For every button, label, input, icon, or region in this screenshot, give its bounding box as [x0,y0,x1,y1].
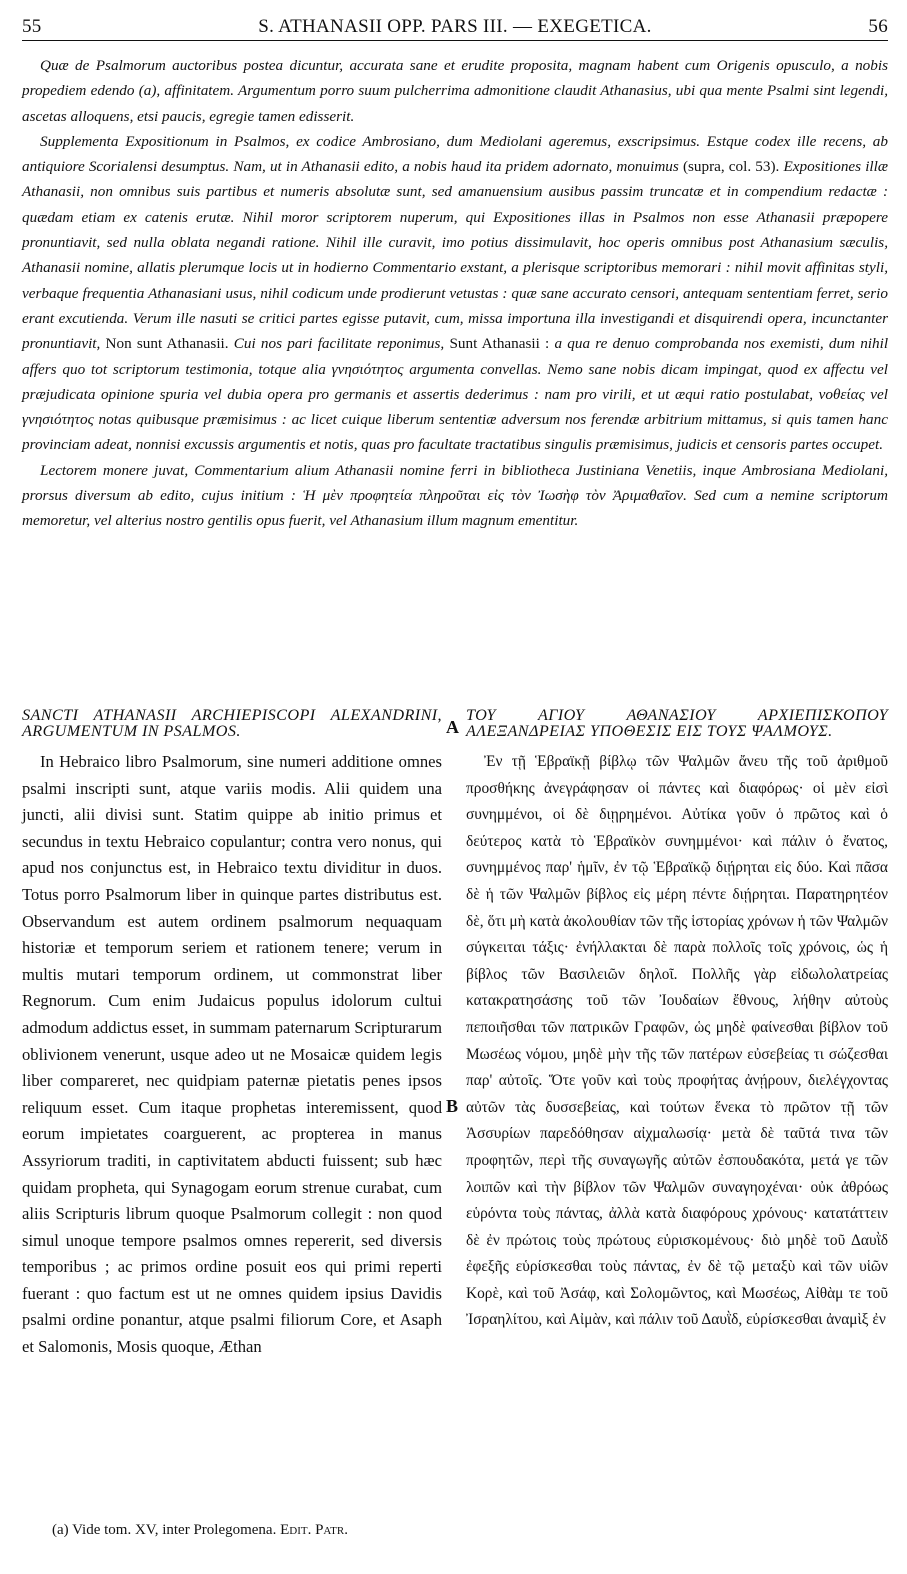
intro-paragraph-1: Quæ de Psalmorum auctoribus postea dicuntur, accurata sane et erudite proposita, magnam habent cum Origenis opusculo, a nobis propediem edendo (a), affinitatem. Argumentum porro suum pulcherrima admonitione claudit Athanasius, ubi qua mente Psalmi sint legendi, ascetas alloquens, etsi paucis, egregie tamen edisserit. [22,57,888,125]
footnote-editor: Edit. Patr. [280,1522,348,1538]
margin-letter-b: B [446,1096,459,1116]
intro-p2-part-e: Cui nos pari facilitate reponimus, [233,335,445,353]
intro-p2-part-c: Expositiones illæ Athanasii, non omnibus suis partibus et numeris absolutæ sunt, sed amanuensium ausibus passim truncatæ et in compendium redactæ : quædam etiam ex catenis erutæ. Nihil moror scriptorem nuperum, qui Expositiones illas in Psalmos non esse Athanasii præpopere pronuntiavit, sed nulla oblata negandi ratione. Nihil ille curavit, imo potius dissimulavit, hoc operis omnibus post Athanasium sæculis, Athanasii nomine, allatis plerumque locis ut in hodierno Commentario exstant, a plerisque scriptoribus memorari : nihil movit affinitas styli, verbaque frequentia Athanasiani usus, nihil codicum unde prodierunt vetustas : quæ sane accurato censori, antequam sententiam ferret, serio erant excutienda. Verum ille nasuti se critici partes egisse putavit, cum, missa importuna illa investigandi et disquirendi opera, incunctanter pronuntiavit, [22,158,888,353]
page [22,10,889,1538]
latin-text-body: In Hebraico libro Psalmorum, sine numeri additione omnes psalmi inscripti sunt, atque variis modis. Alii quidem una juncti, alii divisi sunt. Statim quippe ab initio primus et secundus in textu Hebraico copulantur; contra vero nonus, qui apud nos conjunctus est, in Hebraico textu dividitur in duos. Totus porro Psalmorum liber in quinque partes distributus est. Observandum est autem ordinem psalmorum nequaquam historiæ et temporum seriem et rationem tenere; verum in multis mutari temporum ordinem, ut commonstrat liber Regnorum. Cum enim Judaicus populus idolorum cultui admodum addictus esset, in summam paternarum Scripturarum oblivionem venerunt, usque adeo ut ne Mosaicæ quidem legis liber compareret, nec quidpiam paternæ pietatis penes ipsos reliquum esset. Cum itaque prophetas interemissent, quod eorum impietates coarguerent, ac propterea in manus Assyriorum traditi, in captivitatem abducti fuissent; sub hæc quidam propheta, qui Synagogam eorum strenue curabat, cum aliis Scripturis librum quoque Psalmorum collegit : non quod simul unoque tempore psalmos omnes repererit, sed diversis temporibus ; ac primos ordine posuit eos qui primi reperti fuerant : quo factum est ut ne omnes quidem ipsius Davidis psalmi ordine ponantur, atque psalmi filiorum Core, et Asaph et Salomonis, Mosis quoque, Æthan [22,752,442,1357]
running-title: S. ATHANASII OPP. PARS III. — EXEGETICA. [258,16,652,37]
margin-letter-a: A [446,717,459,737]
latin-column-title: SANCTI ATHANASII ARCHIEPISCOPI ALEXANDRINI, ARGUMENTUM IN PSALMOS. [22,706,442,740]
parallel-columns [22,708,888,1508]
footnote [52,1522,348,1539]
running-header [22,10,888,41]
latin-column [22,708,442,1361]
intro-paragraph-2 [22,129,888,458]
intro-p2-part-g: a qua re denuo comprobanda nos exemisti, dum nihil affers quo tot scriptorum testimonia, totque alia γνησιότητος argumenta convellas. Nemo sane nobis dicam impingat, quod ex affectu vel præjudicata opinione spuria vel dubia opera pro germanis et assertis dederimus : nam pro virili, et ut æqui ratio postulabat, νοθείας vel γνησιότητος notas quibusque præmisimus : ac licet cuique liberum sententiæ adversum nos ferendæ arbitrium mittamus, si quis tamen hanc provinciam adeat, nonnisi excussis argumentis et notis, quas pro facultate tractatibus singulis præmisimus, judicis et censoris partes occupet. [22,335,889,454]
greek-column [466,708,888,1334]
right-page-number: 56 [868,16,888,37]
greek-text-body: Ἐν τῇ Ἑβραϊκῇ βίβλῳ τῶν Ψαλμῶν ἄνευ τῆς τοῦ ἀριθμοῦ προσθήκης ἀνεγράφησαν οἱ πάντες καὶ διαφόρως· οἱ μὲν εἰσὶ συνημμένοι, οἱ δὲ διῃρημένοι. Αὐτίκα γοῦν ὁ πρῶτος καὶ ὁ δεύτερος κατὰ τὸ Ἑβραϊκὸν συνημμένοι· καὶ πάλιν ὁ ἔνατος, συνημμένος παρ' ἡμῖν, ἐν τῷ Ἑβραϊκῷ διῄρηται εἰς δύο. Καὶ πᾶσα δὲ ἡ τῶν Ψαλμῶν βίβλος εἰς μέρη πέντε διῄρηται. Παρατηρητέον δὲ, ὅτι μὴ κατὰ ἀκολουθίαν τῶν τῆς ἱστορίας χρόνων ἡ τῶν Ψαλμῶν σύγκειται τάξις· ἐνήλλακται δὲ παρὰ πολλοῖς τοῖς χρόνοις, ὡς ἡ βίβλος τῶν Βασιλειῶν δηλοῖ. Πολλῆς γὰρ εἰδωλολατρείας κατακρατησάσης τοῦ τῶν Ἰουδαίων ἔθνους, λήθην αὐτοὺς πεποιῆσθαι τῶν πατρικῶν Γραφῶν, ὡς μηδὲ φαίνεσθαι βίβλον τοῦ Μωσέως νόμου, μηδὲ μὴν τῆς τῶν πατέρων εὐσεβείας τι σώζεσθαι παρ' αὐτοῖς. Ὅτε γοῦν καὶ τοὺς προφήτας ἀνῄρουν, διελέγχοντας αὐτῶν τὰς δυσσεβείας, καὶ τούτων ἕνεκα τὸ πρῶτον τῇ τῶν Ἀσσυρίων παρεδόθησαν αἰχμαλωσίᾳ· μετὰ δὲ ταῦτά τινα τῶν προφητῶν, περὶ τῆς συναγωγῆς αὐτῶν ἐσπουδακότα, μετά γε τῶν λοιπῶν καὶ τὴν βίβλον τῶν Ψαλμῶν συναγηοχέναι· οὐκ ἀθρόως εὑρόντα τοὺς πάντας, ἀλλὰ κατὰ διαφόρους χρόνους· κατατάττειν δὲ ἐν πρώτοις τοὺς πρώτους εὑρισκομένους· διὸ μηδὲ τοῦ Δαυῒδ ἐφεξῆς εὑρίσκεσθαι τοὺς πάντας, ἐν δὲ τῷ μεταξὺ καὶ τῶν υἱῶν Κορὲ, καὶ τοῦ Ἀσάφ, καὶ Σολομῶντος, καὶ Μωσέως, Αἰθὰμ τε τοῦ Ἰσραηλίτου, καὶ Αἰμὰν, καὶ πάλιν τοῦ Δαυῒδ, εὑρίσκεσθαι ἀναμὶξ ἐν [466,753,888,1329]
left-page-number: 55 [22,16,42,37]
intro-p2-part-a: Supplementa Expositionum in Psalmos, ex codice Ambrosiano, dum Mediolani ageremus, exscripsimus. Estque codex ille recens, ab antiquiore Scorialensi desumptus. Nam, ut in Athanasii edito, a nobis haud ita pridem adornato, monuimus [22,132,888,176]
intro-p2-citation: (supra, col. 53). [682,158,780,176]
intro-p2-quote-non-sunt: Non sunt Athanasii. [105,335,229,353]
intro-p2-quote-sunt: Sunt Athanasii : [449,335,550,353]
footnote-text: (a) Vide tom. XV, inter Prolegomena. [52,1522,277,1538]
introductory-note [22,53,888,534]
latin-column-text [22,749,442,1361]
greek-column-text [466,749,888,1334]
greek-column-title: ΤΟΥ ΑΓΙΟΥ ΑΘΑΝΑΣΙΟΥ ΑΡΧΙΕΠΙΣΚΟΠΟΥ ΑΛΕΞΑΝΔΡΕΙΑΣ ΥΠΟΘΕΣΙΣ ΕΙΣ ΤΟΥΣ ΨΑΛΜΟΥΣ. [466,706,888,740]
intro-paragraph-3: Lectorem monere juvat, Commentarium alium Athanasii nomine ferri in bibliotheca Justiniana Venetiis, inque Ambrosiana Mediolani, prorsus diversum ab edito, cujus initium : Ἡ μὲν προφητεία πληροῦται εἰς τὸν Ἰωσὴφ τὸν Ἀριμαθαῖον. Sed cum a nemine scriptorum memoretur, vel alterius nostro gentilis opus fuerit, vel Athanasium illum magnum ementitur. [22,461,888,530]
